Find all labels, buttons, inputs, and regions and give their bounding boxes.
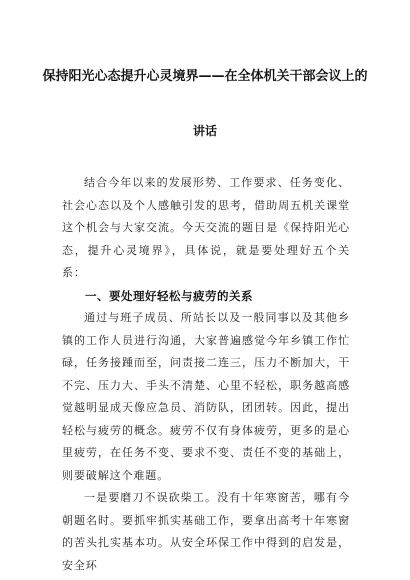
document-title-continued: 讲话 (192, 124, 217, 138)
paragraph-intro: 结合今年以来的发展形势、工作要求、任务变化、社会心态以及个人感触引发的思考，借助周五机关课堂这个机会与大家交流。今天交流的题目是《保持阳光心态，提升心灵境界》，具体说，就是要处理好五个关系： (62, 176, 350, 279)
paragraph-point-1: 一是要磨刀不误砍柴工。没有十年寒窗苦，哪有今朝题名时。要抓牢抓实基础工作，要拿出高考十年寒窗的苦头扎实基本功。从安全环保工作中得到的启发是，安全环 (62, 491, 350, 572)
document-title: 保持阳光心态提升心灵境界——在全体机关干部会议上的 (42, 69, 368, 84)
document-body (62, 172, 350, 577)
paragraph-section-1: 通过与班子成员、所站长以及一般同事以及其他乡镇的工作人员进行沟通，大家普遍感觉今年乡镇工作忙碌，任务接踵而至，问责接二连三，压力不断加大，干不完、压力大、手头不清楚、心里不轻松，职务越高感觉越明显成天像应急员、消防队，团团转。因此，提出轻松与疲劳的概念。疲劳不仅有身体疲劳，更多的是心里疲劳，在任务不变、要求不变、责任不变的基础上，则要破解这个难题。 (62, 311, 350, 482)
section-heading-1: 一、要处理好轻松与疲劳的关系 (85, 288, 253, 303)
